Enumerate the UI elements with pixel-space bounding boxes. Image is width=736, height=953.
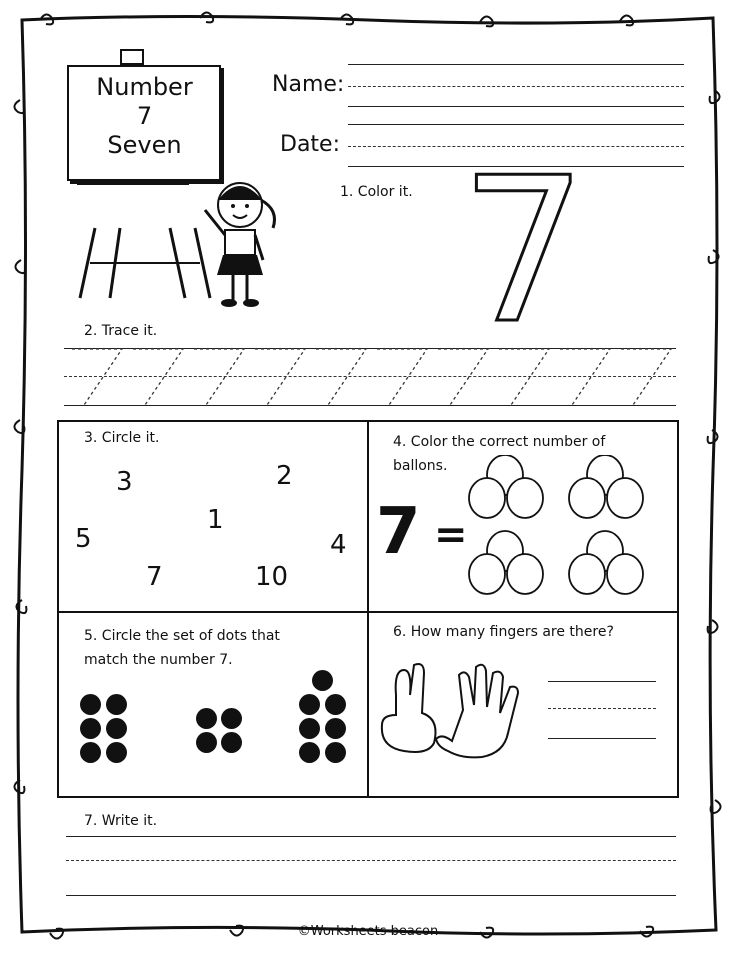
fingers-answer-line-mid[interactable] xyxy=(548,708,656,709)
fingers-answer-line-top xyxy=(548,681,656,682)
dots-label xyxy=(84,624,280,672)
date-label: Date: xyxy=(280,132,340,157)
balloons-label-line-2: ballons. xyxy=(393,458,448,474)
board-line-1: Number xyxy=(96,73,193,101)
dot xyxy=(299,742,320,763)
dot xyxy=(106,742,127,763)
dot xyxy=(106,718,127,739)
trace-it-label: 2. Trace it. xyxy=(84,323,158,339)
circle-number[interactable]: 2 xyxy=(276,461,293,491)
name-label: Name: xyxy=(272,72,345,97)
dot-set-six[interactable] xyxy=(80,694,130,766)
dot xyxy=(325,742,346,763)
write-line-mid[interactable] xyxy=(66,860,676,861)
circle-number[interactable]: 3 xyxy=(116,467,133,497)
write-line-bottom xyxy=(66,895,676,896)
name-line-mid[interactable] xyxy=(348,86,684,87)
equals-sign: = xyxy=(434,512,468,558)
board-line-3: Seven xyxy=(107,131,182,159)
circle-it-label: 3. Circle it. xyxy=(84,430,160,446)
board-line-2: 7 xyxy=(136,102,153,130)
name-line-bottom xyxy=(348,106,684,107)
balloons-numeral: 7 xyxy=(376,495,421,569)
name-line-top xyxy=(348,64,684,65)
dot xyxy=(325,694,346,715)
date-line-top xyxy=(348,124,684,125)
dot xyxy=(80,694,101,715)
write-line-top xyxy=(66,836,676,837)
dots-label-line-1: 5. Circle the set of dots that xyxy=(84,628,280,644)
copyright-footer: ©Worksheets beacon xyxy=(297,924,439,939)
dot-set-seven[interactable] xyxy=(299,670,349,766)
circle-number[interactable]: 4 xyxy=(330,530,347,560)
dot xyxy=(196,732,217,753)
girl-illustration xyxy=(195,170,285,315)
dot xyxy=(221,732,242,753)
dots-label-line-2: match the number 7. xyxy=(84,652,233,668)
balloons-label-line-1: 4. Color the correct number of xyxy=(393,434,606,450)
dot xyxy=(299,694,320,715)
dot xyxy=(299,718,320,739)
fingers-answer-line-bottom xyxy=(548,738,656,739)
outline-numeral-seven[interactable]: 7 xyxy=(460,135,588,368)
trace-sevens[interactable] xyxy=(64,345,676,409)
dot xyxy=(196,708,217,729)
dot xyxy=(106,694,127,715)
dot xyxy=(80,718,101,739)
write-it-label: 7. Write it. xyxy=(84,813,158,829)
board-title xyxy=(67,73,222,160)
circle-number[interactable]: 10 xyxy=(255,562,289,592)
balloon-groups[interactable] xyxy=(465,455,665,605)
dot xyxy=(312,670,333,691)
hands-illustration xyxy=(378,660,548,765)
dot xyxy=(325,718,346,739)
dot xyxy=(221,708,242,729)
dot xyxy=(80,742,101,763)
dot-set-four[interactable] xyxy=(196,708,246,756)
fingers-label: 6. How many fingers are there? xyxy=(393,624,614,640)
circle-number[interactable]: 7 xyxy=(146,562,163,592)
grid-vertical-divider xyxy=(367,420,369,798)
color-it-label: 1. Color it. xyxy=(340,184,413,200)
circle-number[interactable]: 1 xyxy=(207,505,224,535)
circle-number[interactable]: 5 xyxy=(75,524,92,554)
grid-horizontal-divider xyxy=(57,611,679,613)
